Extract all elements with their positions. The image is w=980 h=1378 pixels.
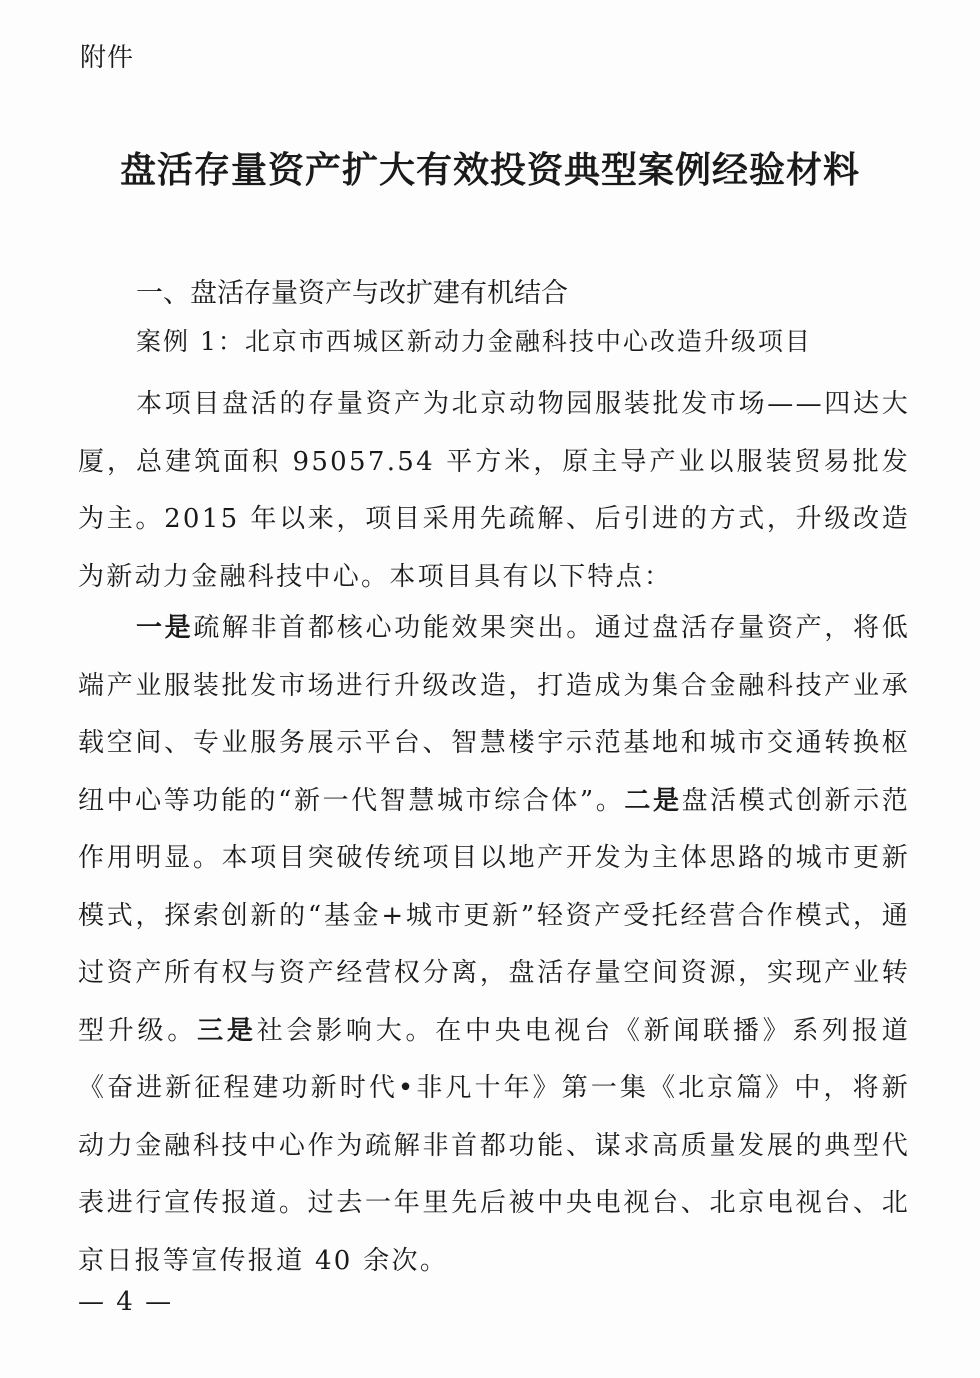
feature-marker-2: 二是 <box>624 785 682 816</box>
document-title: 盘活存量资产扩大有效投资典型案例经验材料 <box>119 149 860 191</box>
paragraph-project-features <box>78 600 910 1290</box>
section-heading: 一、盘活存量资产与改扩建有机结合 <box>136 278 568 309</box>
feature-text-1: 疏解非首都核心功能效果突出。通过盘活存量资产，将低端产业服装批发市场进行升级改造，打造成为集合金融科技产业承载空间、专业服务展示平台、智慧楼宇示范基地和城市交通转换枢纽中心等功能的“新一代智慧城市综合体”。 <box>78 613 910 816</box>
case-title: 案例 1：北京市西城区新动力金融科技中心改造升级项目 <box>136 327 812 356</box>
feature-text-3: 社会影响大。在中央电视台《新闻联播》系列报道《奋进新征程建功新时代•非凡十年》第一集《北京篇》中，将新动力金融科技中心作为疏解非首都功能、谋求高质量发展的典型代表进行宣传报道。过去一年里先后被中央电视台、北京电视台、北京日报等宣传报道 40 余次。 <box>78 1015 911 1276</box>
feature-marker-1: 一是 <box>136 613 194 643</box>
feature-text-2: 盘活模式创新示范作用明显。本项目突破传统项目以地产开发为主体思路的城市更新模式，探索创新的“基金+城市更新”轻资产受托经营合作模式，通过资产所有权与资产经营权分离，盘活存量空间资源，实现产业转型升级。 <box>78 785 910 1046</box>
paragraph-project-overview: 本项目盘活的存量资产为北京动物园服装批发市场——四达大厦，总建筑面积 95057.54 平方米，原主导产业以服装贸易批发为主。2015 年以来，项目采用先疏解、后引进的方式，升级改造为新动力金融科技中心。本项目具有以下特点： <box>78 389 910 592</box>
attachment-label: 附件 <box>80 43 135 73</box>
page-number: — 4 — <box>78 1287 174 1317</box>
feature-marker-3: 三是 <box>197 1015 257 1046</box>
